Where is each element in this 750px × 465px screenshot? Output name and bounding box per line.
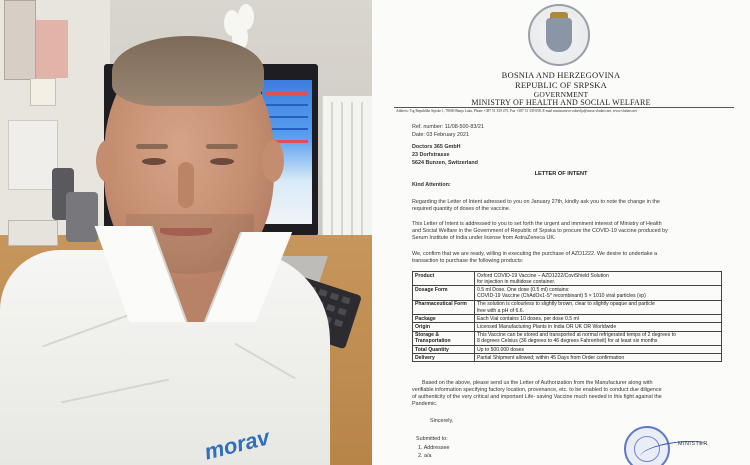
- table-row: [413, 346, 722, 354]
- wall-calendar-red: [36, 20, 68, 78]
- eyebrow: [136, 144, 168, 149]
- salutation: Kind Attention:: [412, 182, 451, 188]
- table-row: [413, 272, 722, 286]
- wall-calendar: [4, 0, 36, 80]
- recipient-name: Doctors 365 GmbH: [412, 144, 461, 150]
- table-value: Each Vial contains 10 doses, per dose 0.5 ml: [475, 315, 722, 323]
- recipient-city: 5624 Bunzen, Switzerland: [412, 160, 478, 166]
- letter-document: [372, 0, 750, 465]
- ref-number: Ref. number: 11/08-500-83/21: [412, 124, 484, 130]
- paper-tray: [8, 220, 58, 246]
- table-row: [413, 354, 722, 362]
- paragraph-line: of authenticity of the very critical and important Life- saving Vaccine much needed in this fight against the: [412, 394, 662, 400]
- hair: [112, 36, 264, 106]
- table-key: Dosage Form: [413, 286, 475, 300]
- eye: [142, 158, 166, 165]
- screen-line: [266, 92, 308, 95]
- header-country: BOSNIA AND HERZEGOVINA: [501, 70, 621, 80]
- header-divider: [394, 107, 734, 108]
- header-address: Address: Trg Republike Srpske 1, 78000 Banja Luka, Phone +387 51 339 475, Fax +387 51 339 658, E-mail ministarstvo-zdravlja@mzsz.vladars.net, www.vladars.net: [396, 109, 637, 113]
- paragraph-line: required quantity of doses of the vaccine.: [412, 206, 511, 212]
- header-ministry: MINISTRY OF HEALTH AND SOCIAL WELFARE: [471, 98, 651, 107]
- table-row: [413, 315, 722, 323]
- coat-of-arms-seal: [528, 4, 590, 66]
- letter-date: Date: 03 February 2021: [412, 132, 469, 138]
- paragraph-line: transaction to purchase the following products:: [412, 258, 524, 264]
- selfie-photo: [0, 0, 372, 465]
- eye: [210, 158, 234, 165]
- product-spec-table: [412, 271, 722, 362]
- phone-handset: [66, 192, 98, 242]
- recipient-street: 23 Dorfstrasse: [412, 152, 450, 158]
- paragraph-line: and Social Welfare in the Government of Republic of Srpska to procure the COVID-19 vaccine produced by: [412, 228, 668, 234]
- table-key: Origin: [413, 323, 475, 331]
- paragraph-line: Regarding the Letter of Intent adressed to you on January 27th, kindly ask you to note the change in the: [412, 199, 660, 205]
- submitted-item: 2. a/a: [418, 453, 432, 459]
- table-value: The solution is colourless to slightly brown, clear to slightly opaque and particle free with a pH of 6.6.: [475, 300, 722, 314]
- paragraph-line: Serum Institute of India under license from AstraZeneca UK.: [412, 235, 556, 241]
- wall-paper: [8, 120, 58, 190]
- minister-label: MINISTER: [678, 441, 708, 447]
- table-value: Partial Shipment allowed; within 45 Days from Order confirmation: [475, 354, 722, 362]
- submitted-to: Submitted to:: [416, 436, 448, 442]
- paragraph-line: We, confirm that we are ready, willing in executing the purchase of AZD1222. We desire to undertake a: [412, 251, 658, 257]
- screen-row: [266, 116, 308, 118]
- shirt-logo: morav: [201, 424, 272, 465]
- closing: Sincerely,: [430, 418, 454, 424]
- shield-icon: [546, 18, 572, 52]
- header-government: GOVERNMENT: [533, 90, 589, 99]
- nose: [178, 162, 194, 208]
- table-key: Package: [413, 315, 475, 323]
- ear: [262, 140, 284, 182]
- mouth: [160, 228, 212, 236]
- table-row: [413, 286, 722, 300]
- table-value: Up to 500.000 doses: [475, 346, 722, 354]
- table-row: [413, 300, 722, 314]
- table-value: This Vaccine can be stored and transported at normal refrigerated temps of 2 degrees to 8 degrees Celsius (36 degrees to 46 degrees Fahrenheit) for at least six months: [475, 331, 722, 345]
- letter-title: LETTER OF INTENT: [534, 171, 588, 177]
- table-key: Total Quantity: [413, 346, 475, 354]
- paragraph-line: Based on the above, please send us the Letter of Authorization from the Manufacturer along with: [422, 380, 653, 386]
- table-value: 0.5 ml Dose. One dose (0.5 ml) contains: COVID-19 Vaccine (ChAdOx1-S* recombinant) 5 × 1010 viral particles (vp): [475, 286, 722, 300]
- table-key: Pharmaceutical Form: [413, 300, 475, 314]
- wall-note: [30, 78, 56, 106]
- eyebrow: [206, 144, 238, 149]
- paragraph-line: verifiable information specifying factory location, provenance, etc. to be enabled to conduct due diligence: [412, 387, 662, 393]
- submitted-item: 1. Addressee: [418, 445, 450, 451]
- ear: [96, 140, 118, 182]
- table-key: Product: [413, 272, 475, 286]
- table-row: [413, 323, 722, 331]
- table-value: Licensed Manufacturing Plants in India OR UK OR Worldwide: [475, 323, 722, 331]
- header-republic: REPUBLIC OF SRPSKA: [515, 80, 607, 90]
- table-value: Oxford COVID-19 Vaccine – AZD1222/CoviShield Solution for injection in multidose container.: [475, 272, 722, 286]
- table-key: Storage & Transportation: [413, 331, 475, 345]
- paragraph-line: Pandemic.: [412, 401, 438, 407]
- table-row: [413, 331, 722, 345]
- paragraph-line: This Letter of Intent is addressed to you to set forth the urgent and imminent interest of Ministry of Health: [412, 221, 662, 227]
- screen-row: [266, 104, 308, 106]
- table-key: Delivery: [413, 354, 475, 362]
- screen-row: [266, 128, 308, 130]
